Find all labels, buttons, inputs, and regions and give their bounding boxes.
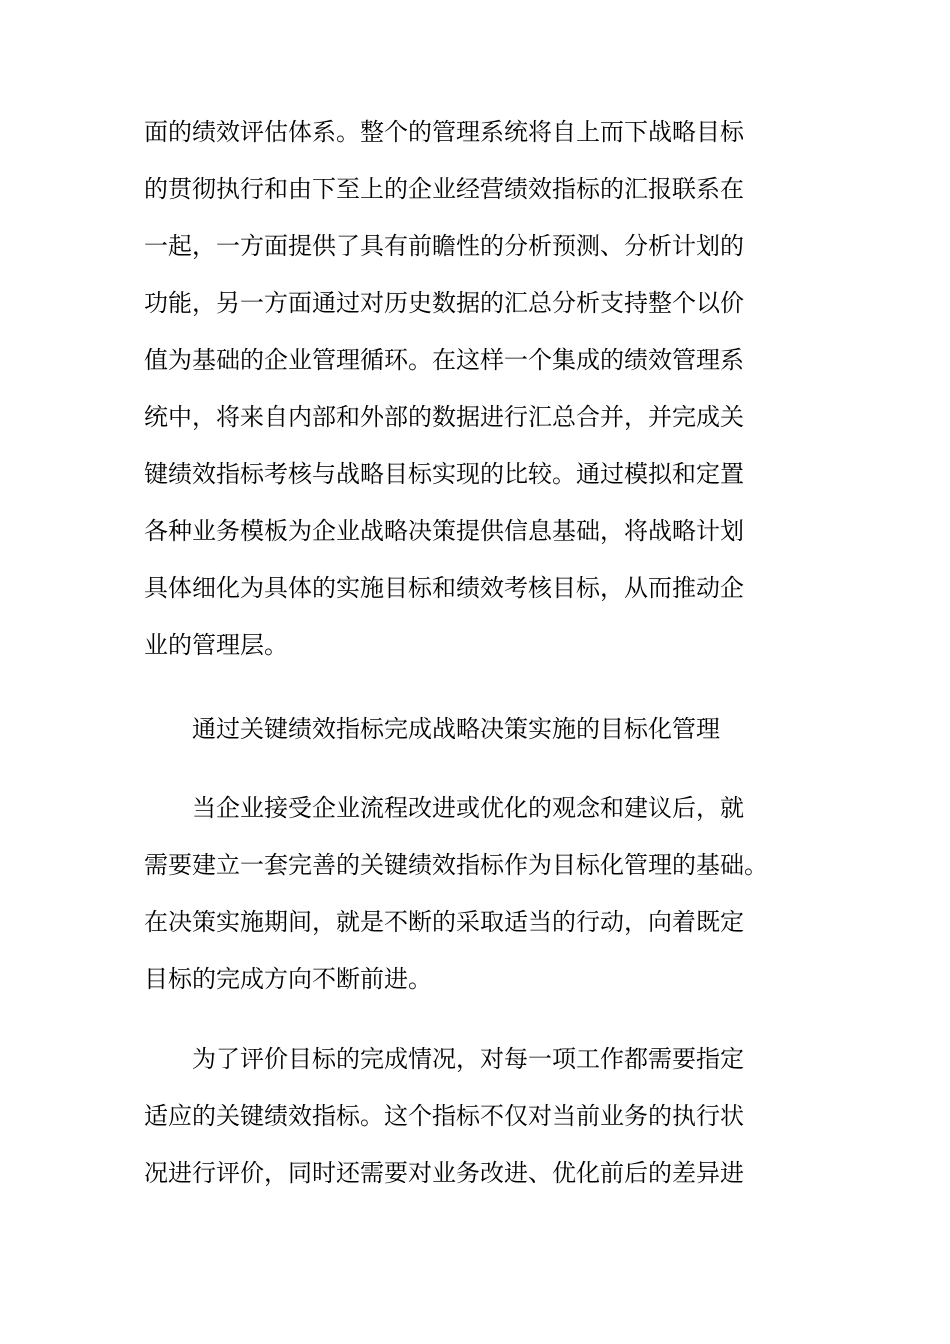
paragraph-line: 键绩效指标考核与战略目标实现的比较。通过模拟和定置	[144, 460, 744, 488]
paragraph-line: 需要建立一套完善的关键绩效指标作为目标化管理的基础。	[144, 851, 768, 879]
section-heading: 通过关键绩效指标完成战略决策实施的目标化管理	[192, 715, 720, 743]
paragraph-line: 面的绩效评估体系。整个的管理系统将自上而下战略目标	[144, 118, 744, 146]
paragraph-line: 各种业务模板为企业战略决策提供信息基础，将战略计划	[144, 517, 744, 545]
paragraph-line: 适应的关键绩效指标。这个指标不仅对当前业务的执行状	[144, 1102, 744, 1130]
section-heading-block	[144, 701, 794, 758]
paragraph-line: 在决策实施期间，就是不断的采取适当的行动，向着既定	[144, 908, 744, 936]
paragraph-2	[144, 780, 794, 1008]
paragraph-line: 具体细化为具体的实施目标和绩效考核目标，从而推动企	[144, 574, 744, 602]
paragraph-line: 为了评价目标的完成情况，对每一项工作都需要指定	[192, 1045, 744, 1073]
paragraph-line: 况进行评价，同时还需要对业务改进、优化前后的差异进	[144, 1159, 744, 1187]
paragraph-line: 的贯彻执行和由下至上的企业经营绩效指标的汇报联系在	[144, 175, 744, 203]
paragraph-line: 统中，将来自内部和外部的数据进行汇总合并，并完成关	[144, 403, 744, 431]
paragraph-3	[144, 1031, 794, 1202]
paragraph-line: 当企业接受企业流程改进或优化的观念和建议后，就	[192, 794, 744, 822]
paragraph-line: 目标的完成方向不断前进。	[144, 965, 432, 993]
paragraph-line: 一起，一方面提供了具有前瞻性的分析预测、分析计划的	[144, 232, 744, 260]
paragraph-line: 功能，另一方面通过对历史数据的汇总分析支持整个以价	[144, 289, 744, 317]
paragraph-line: 业的管理层。	[144, 631, 288, 659]
paragraph-1	[144, 104, 794, 674]
paragraph-line: 值为基础的企业管理循环。在这样一个集成的绩效管理系	[144, 346, 744, 374]
